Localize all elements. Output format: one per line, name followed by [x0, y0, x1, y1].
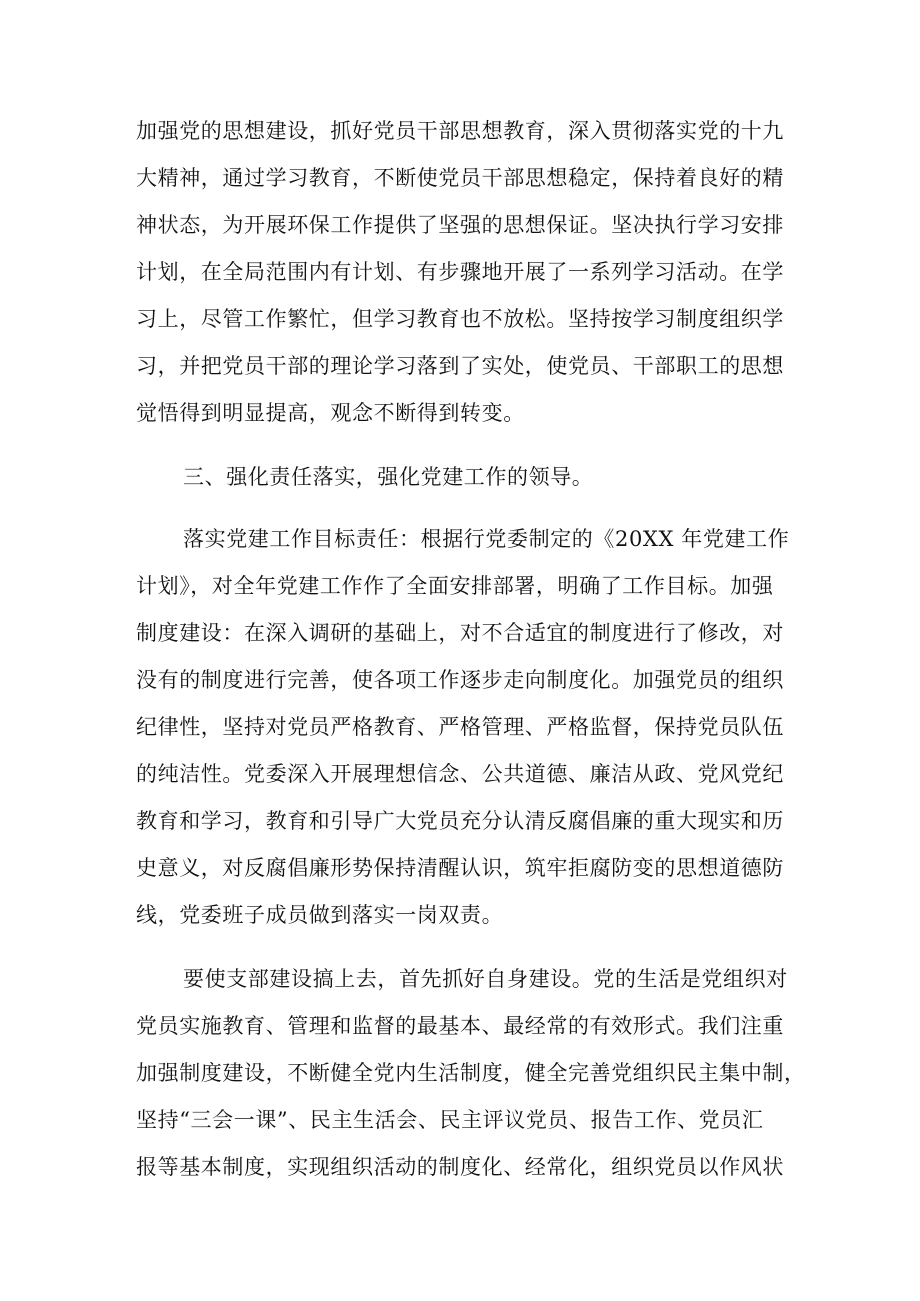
- paragraph-3-line: 坚持“三会一课”、民主生活会、民主评议党员、报告工作、党员汇: [136, 1108, 764, 1132]
- paragraph-2-line: 纪律性，坚持对党员严格教育、严格管理、严格监督，保持党员队伍: [136, 715, 784, 739]
- paragraph-3-line: 要使支部建设搞上去，首先抓好自身建设。党的生活是党组织对: [183, 967, 788, 991]
- paragraph-2-line: 的纯洁性。党委深入开展理想信念、公共道德、廉洁从政、党风党纪: [136, 762, 784, 786]
- paragraph-1-line: 大精神，通过学习教育，不断使党员干部思想稳定，保持着良好的精: [136, 166, 784, 190]
- paragraph-1-line: 加强党的思想建设，抓好党员干部思想教育，深入贯彻落实党的十九: [136, 119, 784, 143]
- paragraph-2-line: 线，党委班子成员做到落实一岗双责。: [136, 903, 504, 927]
- paragraph-1-line: 神状态，为开展环保工作提供了坚强的思想保证。坚决执行学习安排: [136, 213, 784, 237]
- paragraph-3-line: 加强制度建设，不断健全党内生活制度，健全完善党组织民主集中制，: [136, 1061, 806, 1085]
- paragraph-1-line: 计划，在全局范围内有计划、有步骤地开展了一系列学习活动。在学: [136, 260, 784, 284]
- paragraph-3-line: 党员实施教育、管理和监督的最基本、最经常的有效形式。我们注重: [136, 1014, 784, 1038]
- paragraph-2-line: 史意义，对反腐倡廉形势保持清醒认识，筑牢拒腐防变的思想道德防: [136, 856, 784, 880]
- paragraph-3-line: 报等基本制度，实现组织活动的制度化、经常化，组织党员以作风状: [136, 1155, 784, 1179]
- paragraph-2-line: 没有的制度进行完善，使各项工作逐步走向制度化。加强党员的组织: [136, 668, 784, 692]
- paragraph-1-line: 习，并把党员干部的理论学习落到了实处，使党员、干部职工的思想: [136, 354, 784, 378]
- paragraph-2-line: 落实党建工作目标责任：根据行党委制定的《20XX 年党建工作: [183, 527, 790, 551]
- paragraph-2-line: 计划》，对全年党建工作作了全面安排部署，明确了工作目标。加强: [136, 574, 774, 598]
- paragraph-1-line: 习上，尽管工作繁忙，但学习教育也不放松。坚持按学习制度组织学: [136, 307, 784, 331]
- paragraph-2-line: 教育和学习，教育和引导广大党员充分认清反腐倡廉的重大现实和历: [136, 809, 784, 833]
- section-heading: 三、强化责任落实，强化党建工作的领导。: [183, 465, 594, 489]
- paragraph-2-line: 制度建设：在深入调研的基础上，对不合适宜的制度进行了修改，对: [136, 621, 784, 645]
- paragraph-1-line: 觉悟得到明显提高，观念不断得到转变。: [136, 401, 525, 425]
